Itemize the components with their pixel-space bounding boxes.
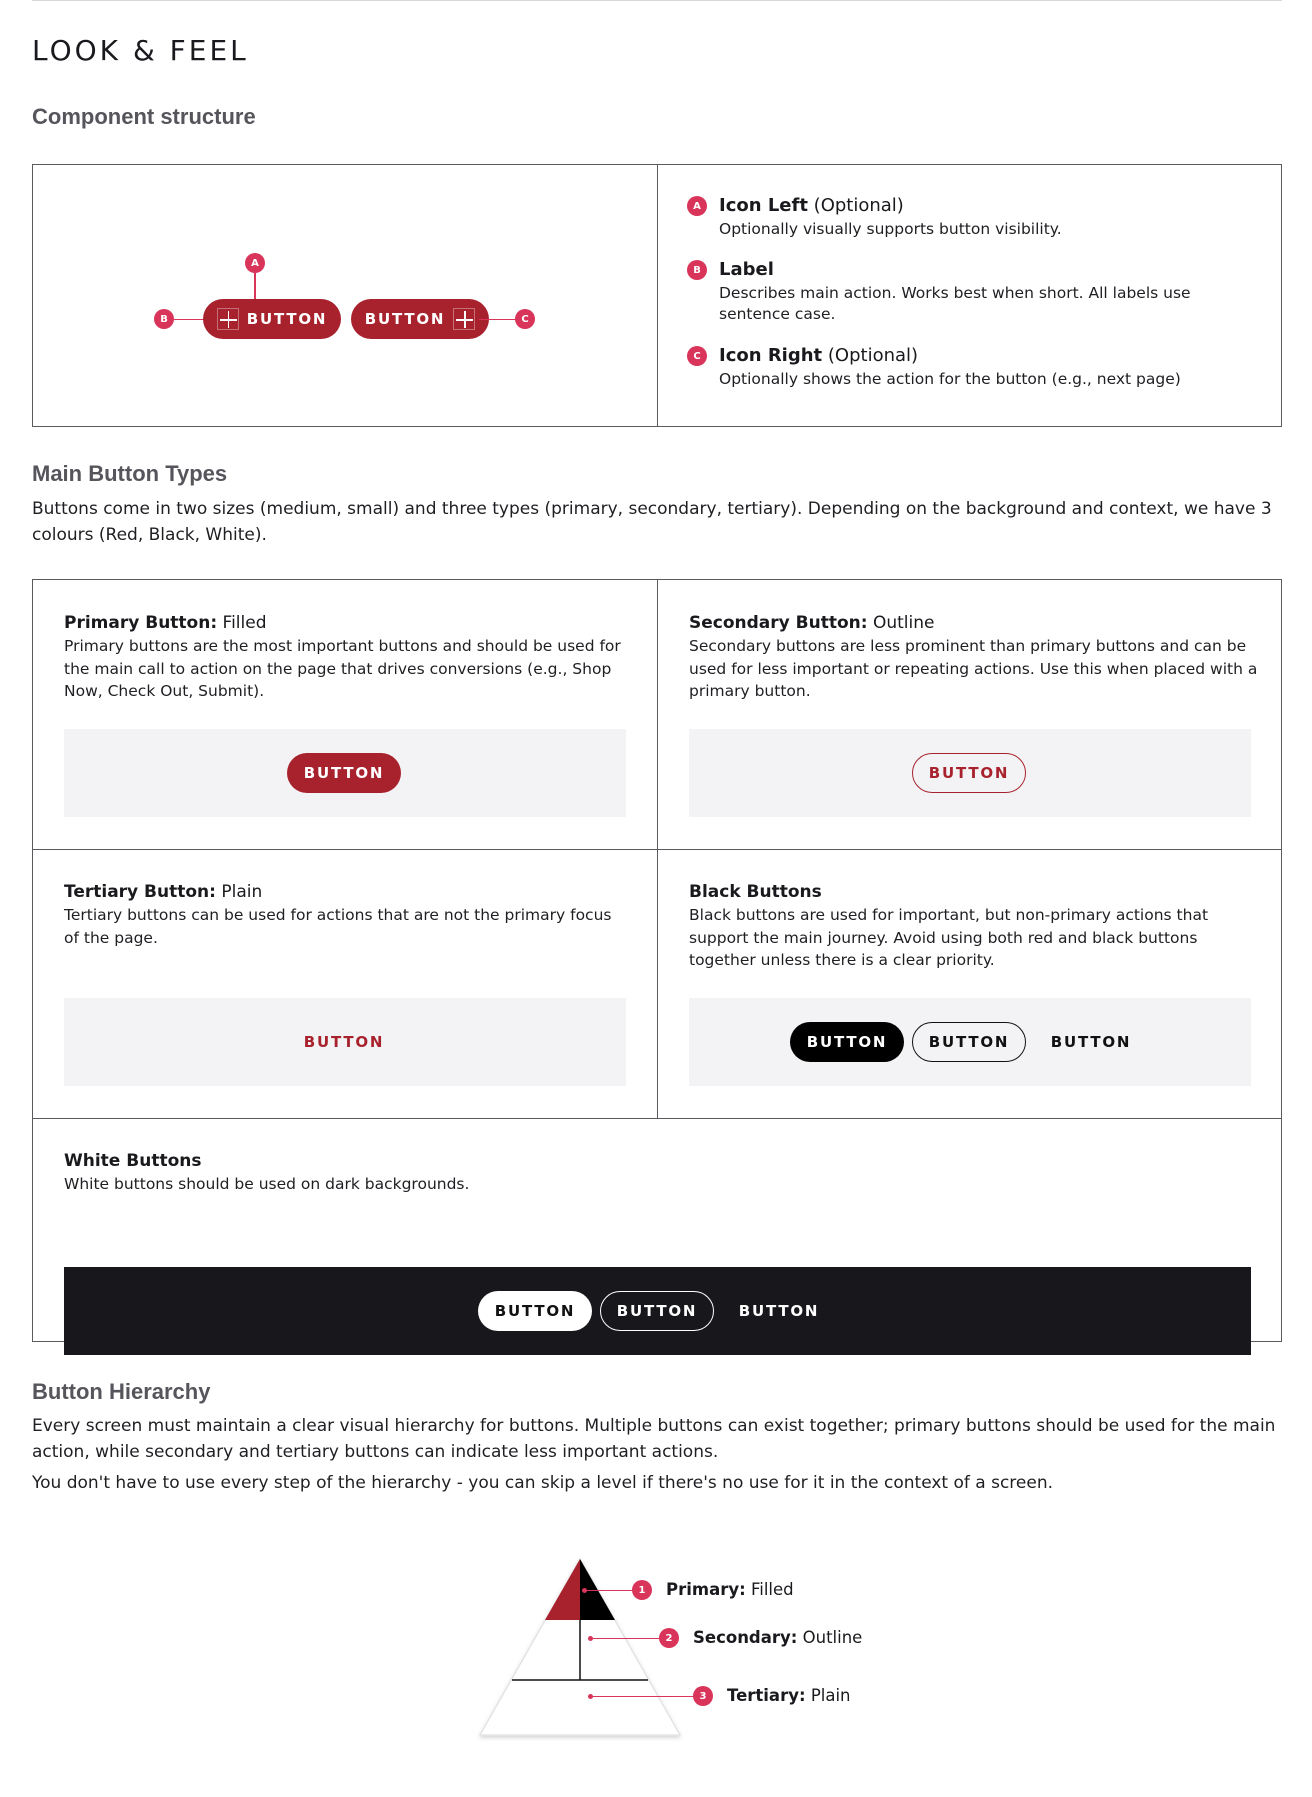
- main-button-types-intro: Buttons come in two sizes (medium, small) and three types (primary, secondary, tertiary). Depending on the background and context, we have 3 colours (Red, Black, White).: [32, 499, 1272, 545]
- anatomy-button-label: BUTTON: [246, 310, 328, 328]
- tertiary-demo-area: [64, 998, 626, 1086]
- level-1-marker: 1: [632, 1580, 652, 1600]
- level-2-label: Secondary: Outline: [693, 1628, 863, 1647]
- primary-button[interactable]: BUTTON: [287, 753, 401, 793]
- grid-row-divider-2: [33, 1118, 1281, 1119]
- hierarchy-para-2: You don't have to use every step of the hierarchy - you can skip a level if there's no use for it in the context of a screen.: [32, 1473, 1054, 1493]
- secondary-card-desc: Secondary buttons are less prominent than primary buttons and can be used for less important or repeating actions. Use this when placed with a primary button.: [689, 637, 1258, 700]
- legend-desc-label: Describes main action. Works best when short. All labels use sentence case.: [719, 284, 1191, 323]
- secondary-demo-area: [689, 729, 1251, 817]
- legend-marker-b: B: [687, 260, 707, 280]
- legend-title-icon-right: Icon Right (Optional): [719, 345, 919, 366]
- white-secondary-button[interactable]: BUTTON: [600, 1291, 714, 1331]
- black-demo-area: [689, 998, 1251, 1086]
- legend-title-label: Label: [719, 259, 774, 280]
- secondary-card-title: Secondary Button: Outline: [689, 613, 935, 633]
- anatomy-diagram: [33, 165, 657, 426]
- black-card-desc: Black buttons are used for important, but non-primary actions that support the main journey. Avoid using both red and black buttons together unless there is a clear priority.: [689, 906, 1209, 969]
- black-tertiary-button[interactable]: BUTTON: [1050, 1033, 1132, 1051]
- white-card-desc: White buttons should be used on dark backgrounds.: [64, 1175, 470, 1193]
- white-tertiary-button[interactable]: BUTTON: [738, 1302, 820, 1320]
- black-secondary-button[interactable]: BUTTON: [912, 1022, 1026, 1062]
- level-1-label: Primary: Filled: [666, 1580, 794, 1599]
- page-title: LOOK & FEEL: [32, 34, 249, 67]
- primary-demo-area: [64, 729, 626, 817]
- top-divider: [32, 0, 1282, 1]
- marker-a: A: [245, 253, 265, 273]
- marker-c: C: [515, 309, 535, 329]
- anatomy-button-icon-left[interactable]: [203, 299, 341, 339]
- component-structure-panel: [32, 164, 1282, 427]
- level-2-marker: 2: [659, 1628, 679, 1648]
- legend-marker-a: A: [687, 196, 707, 216]
- grid-row-divider-1: [33, 849, 1281, 850]
- legend-marker-c: C: [687, 346, 707, 366]
- anatomy-legend: [658, 165, 1281, 426]
- primary-card-title: Primary Button: Filled: [64, 613, 267, 633]
- plus-icon: [217, 308, 239, 330]
- legend-desc-icon-left: Optionally visually supports button visibility.: [719, 220, 1062, 238]
- secondary-button[interactable]: BUTTON: [912, 753, 1026, 793]
- tertiary-button[interactable]: BUTTON: [303, 1033, 385, 1051]
- level-3-label: Tertiary: Plain: [727, 1686, 851, 1705]
- hierarchy-para-1: Every screen must maintain a clear visual hierarchy for buttons. Multiple buttons can exist together; primary buttons should be used for the main action, while secondary and tertiary buttons can indicate less important actions.: [32, 1416, 1276, 1462]
- tertiary-card-desc: Tertiary buttons can be used for actions that are not the primary focus of the page.: [64, 906, 612, 947]
- tertiary-card-title: Tertiary Button: Plain: [64, 882, 263, 902]
- legend-desc-icon-right: Optionally shows the action for the button (e.g., next page): [719, 370, 1181, 388]
- black-primary-button[interactable]: BUTTON: [790, 1022, 904, 1062]
- button-hierarchy-heading: Button Hierarchy: [32, 1379, 211, 1404]
- level-3-marker: 3: [693, 1686, 713, 1706]
- hierarchy-pyramid: [470, 1555, 690, 1745]
- plus-icon: [453, 308, 475, 330]
- legend-title-icon-left: Icon Left (Optional): [719, 195, 904, 216]
- white-primary-button[interactable]: BUTTON: [478, 1291, 592, 1331]
- primary-card-desc: Primary buttons are the most important buttons and should be used for the main call to action on the page that drives conversions (e.g., Shop Now, Check Out, Submit).: [64, 637, 621, 700]
- marker-b: B: [154, 309, 174, 329]
- button-types-grid: [32, 579, 1282, 1342]
- white-demo-area: [64, 1267, 1251, 1355]
- level-1-line: [584, 1590, 636, 1592]
- marker-c-line: [479, 319, 519, 321]
- component-structure-heading: Component structure: [32, 104, 256, 129]
- main-button-types-heading: Main Button Types: [32, 461, 228, 486]
- level-3-line: [590, 1696, 696, 1698]
- white-card-title: White Buttons: [64, 1151, 202, 1171]
- level-2-line: [590, 1638, 662, 1640]
- anatomy-button-icon-right[interactable]: [351, 299, 489, 339]
- black-card-title: Black Buttons: [689, 882, 822, 902]
- anatomy-button-label: BUTTON: [364, 310, 446, 328]
